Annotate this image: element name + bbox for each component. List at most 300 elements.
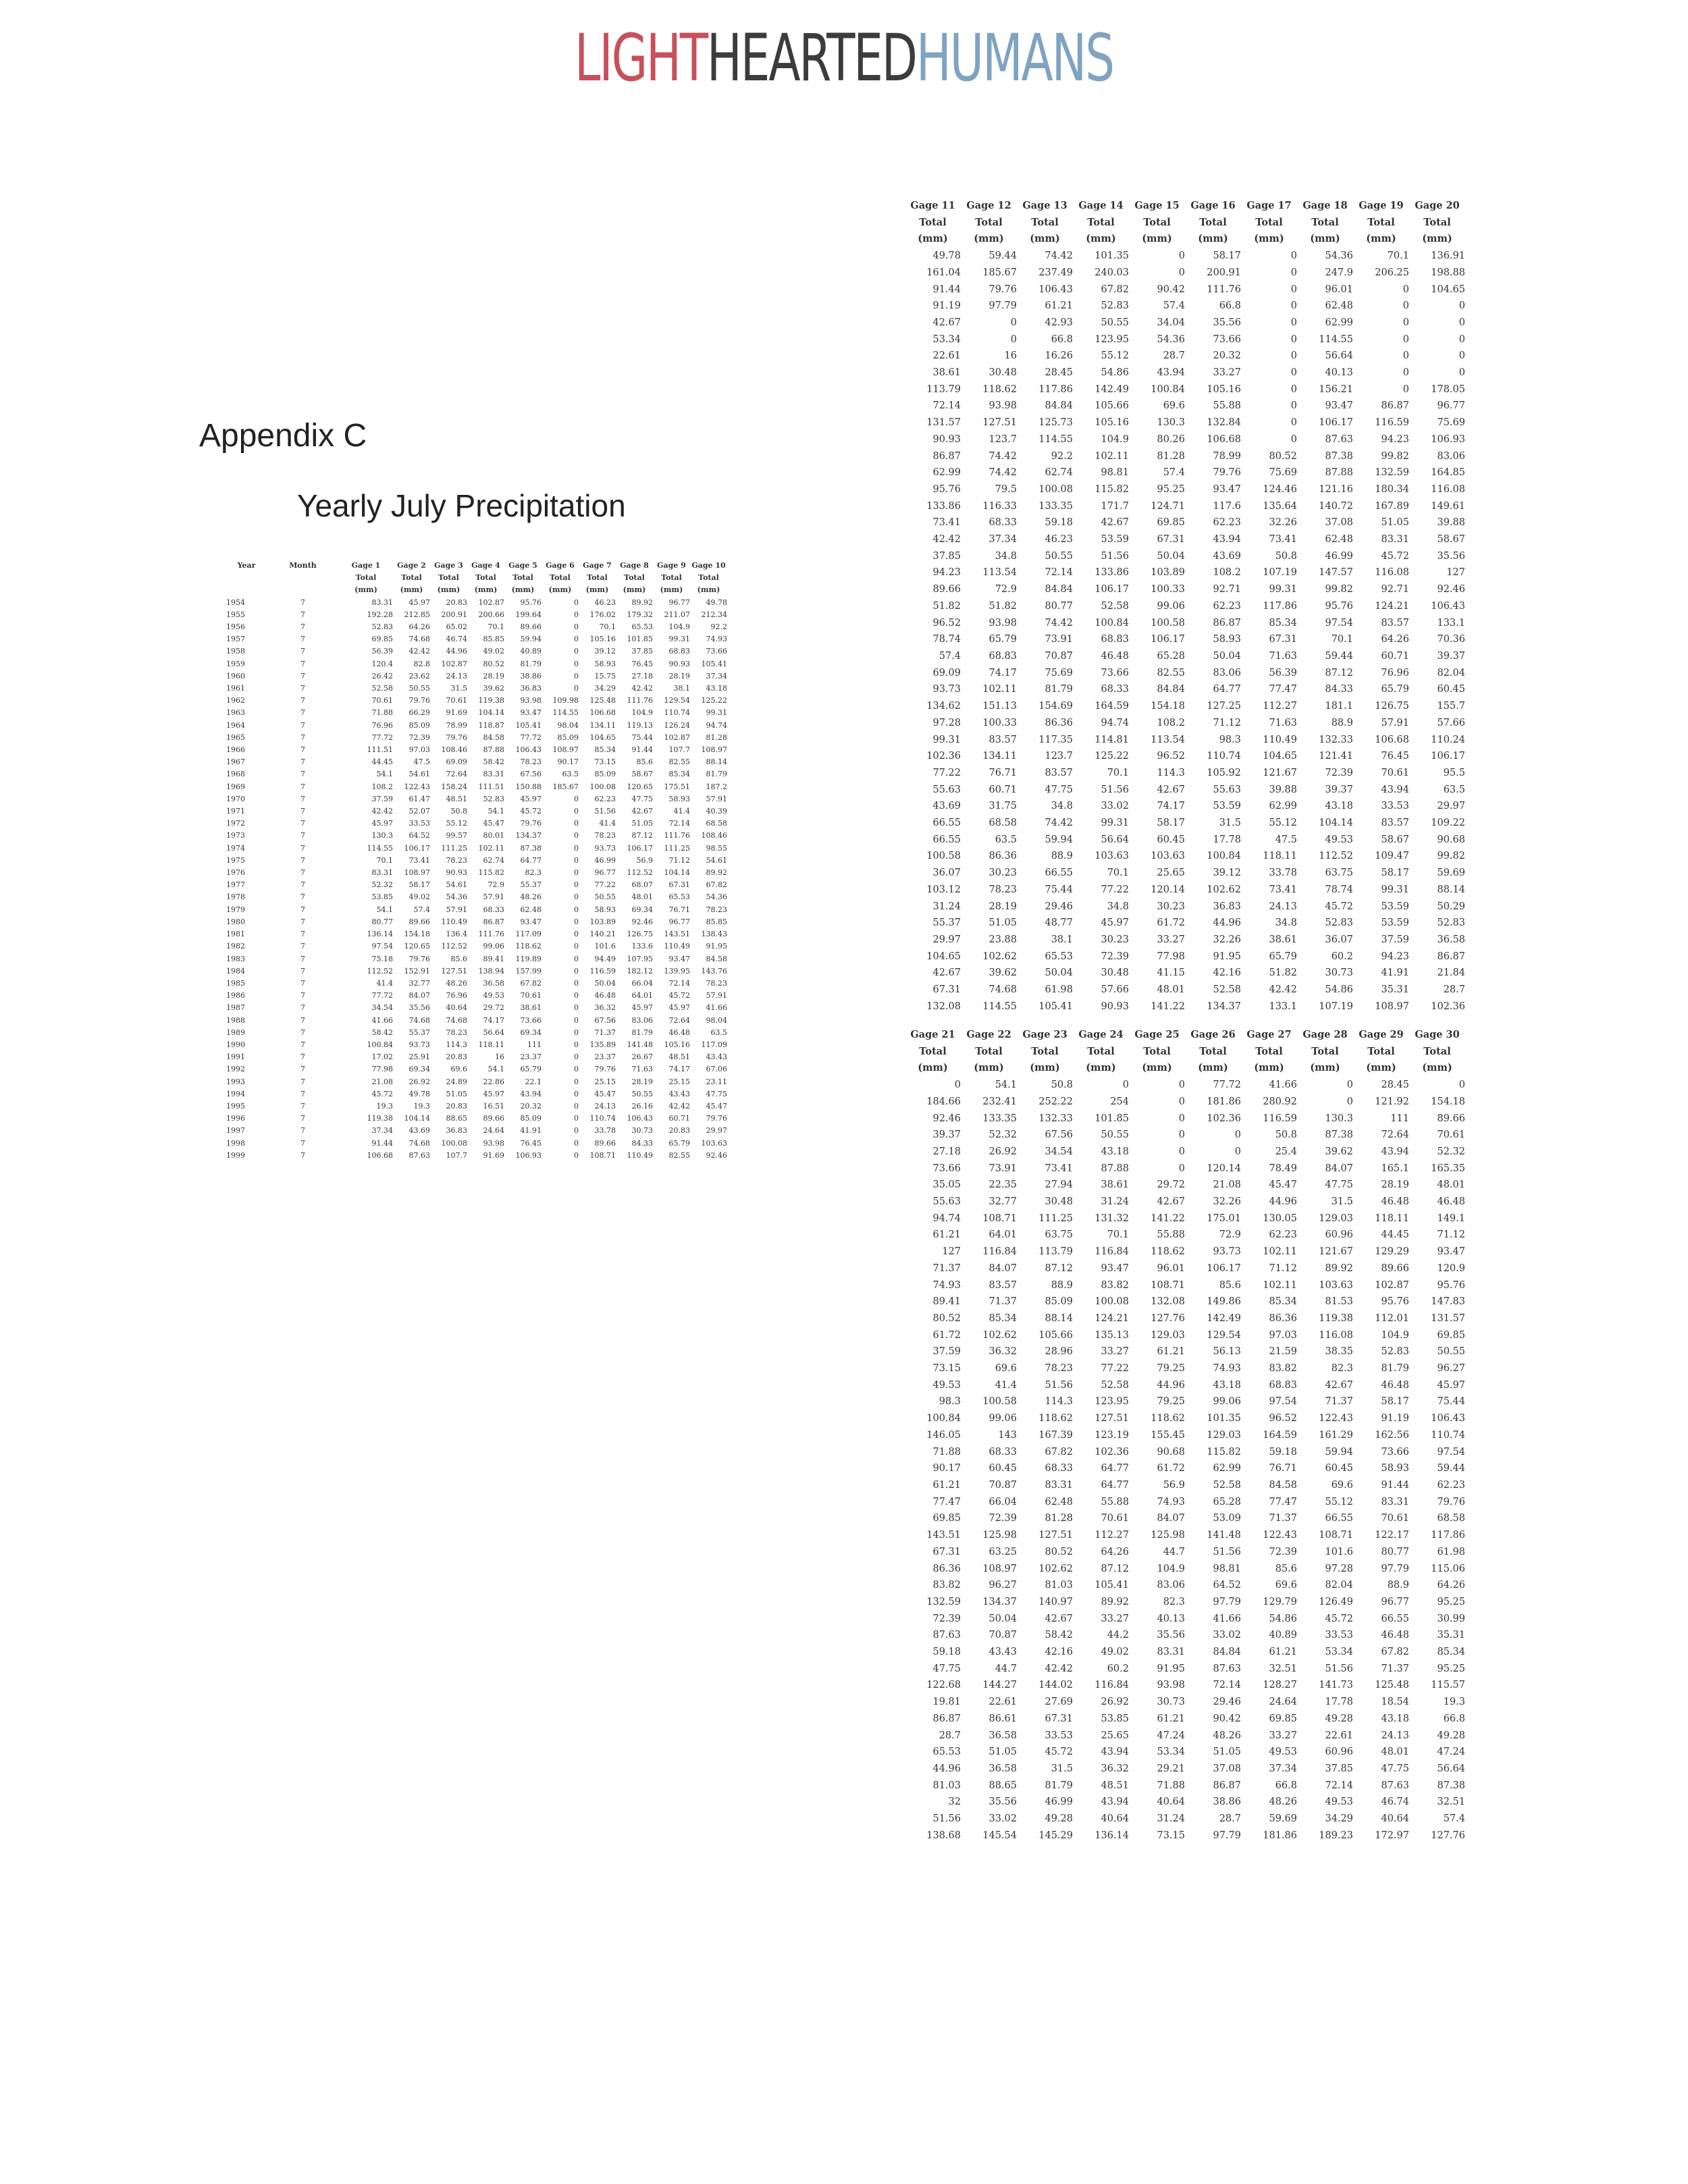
table-cell: 0 bbox=[1178, 1163, 1185, 1174]
table-row bbox=[905, 1327, 1465, 1344]
table-cell: 0 bbox=[1402, 300, 1409, 312]
table-cell: 237.49 bbox=[1038, 267, 1073, 278]
table-cell: 51.05 bbox=[988, 1747, 1017, 1758]
table-cell: 20.83 bbox=[446, 1101, 467, 1111]
table-cell: 121.41 bbox=[1319, 751, 1353, 762]
table-cell: 0 bbox=[574, 1114, 579, 1123]
table-row bbox=[226, 940, 727, 953]
table-cell: 36.58 bbox=[483, 978, 504, 988]
table-row bbox=[226, 658, 727, 670]
table-cell: 1962 bbox=[226, 696, 245, 705]
table-cell: 52.58 bbox=[1213, 984, 1241, 996]
table-cell: 129.03 bbox=[1319, 1213, 1353, 1224]
table-cell: 73.66 bbox=[520, 1015, 542, 1025]
table-cell: 30.48 bbox=[988, 367, 1017, 379]
column-header: Total bbox=[1199, 1045, 1227, 1057]
table-cell: 94.23 bbox=[932, 567, 961, 579]
column-header bbox=[226, 572, 267, 584]
table-row bbox=[226, 1113, 727, 1125]
table-cell: 0 bbox=[1290, 284, 1297, 295]
table-cell: 69.85 bbox=[1437, 1329, 1465, 1341]
table-cell: 62.99 bbox=[1269, 801, 1297, 812]
table-cell: 7 bbox=[300, 1101, 305, 1111]
table-cell: 52.83 bbox=[1325, 917, 1353, 929]
table-cell: 62.48 bbox=[1325, 300, 1353, 312]
table-cell: 41.4 bbox=[599, 819, 616, 828]
table-cell: 50.04 bbox=[1045, 967, 1073, 979]
table-cell: 33.53 bbox=[1045, 1730, 1073, 1741]
table-cell: 24.13 bbox=[1269, 901, 1297, 912]
table-cell: 0 bbox=[1010, 334, 1017, 345]
table-cell: 42.42 bbox=[631, 684, 653, 693]
table-cell: 135.64 bbox=[1263, 500, 1297, 512]
table-cell: 37.59 bbox=[932, 1346, 961, 1358]
table-cell: 42.67 bbox=[1045, 1613, 1073, 1624]
table-cell: 1955 bbox=[226, 610, 245, 619]
table-cell: 91.44 bbox=[371, 1138, 393, 1148]
table-cell: 61.21 bbox=[932, 1229, 961, 1241]
table-row bbox=[226, 978, 727, 990]
table-cell: 104.9 bbox=[631, 708, 653, 718]
table-cell: 67.56 bbox=[594, 1015, 616, 1025]
table-cell: 82.04 bbox=[1437, 667, 1465, 678]
table-cell: 143.51 bbox=[926, 1530, 961, 1541]
table-cell: 68.83 bbox=[1101, 634, 1129, 645]
table-cell: 31.24 bbox=[932, 901, 961, 912]
table-cell: 1982 bbox=[226, 942, 245, 951]
table-cell: 73.66 bbox=[706, 647, 727, 656]
table-cell: 22.61 bbox=[932, 350, 961, 362]
table-cell: 112.52 bbox=[367, 966, 393, 976]
table-cell: 45.72 bbox=[520, 807, 542, 816]
table-row bbox=[905, 1711, 1465, 1728]
table-cell: 60.96 bbox=[1325, 1229, 1353, 1241]
table-cell: 38.61 bbox=[1101, 1179, 1129, 1191]
table-cell: 75.44 bbox=[1437, 1396, 1465, 1408]
table-cell: 141.73 bbox=[1319, 1680, 1353, 1691]
table-cell: 104.14 bbox=[1319, 818, 1353, 829]
table-cell: 81.79 bbox=[1045, 684, 1073, 695]
table-cell: 7 bbox=[300, 647, 305, 656]
table-cell: 60.45 bbox=[988, 1463, 1017, 1474]
table-cell: 29.46 bbox=[1213, 1697, 1241, 1708]
table-row bbox=[905, 398, 1465, 415]
table-cell: 69.6 bbox=[450, 1065, 467, 1074]
table-cell: 70.1 bbox=[487, 622, 504, 632]
column-header: (mm) bbox=[918, 233, 948, 245]
table-cell: 0 bbox=[574, 1003, 579, 1013]
table-cell: 32.77 bbox=[408, 978, 430, 988]
table-cell: 111.76 bbox=[1207, 284, 1241, 295]
table-row bbox=[905, 265, 1465, 282]
table-cell: 51.56 bbox=[1101, 784, 1129, 795]
table-cell: 150.88 bbox=[515, 782, 542, 791]
table-cell: 33.27 bbox=[1213, 367, 1241, 379]
column-header: Gage 23 bbox=[1022, 1029, 1067, 1040]
table-cell: 138.43 bbox=[701, 930, 727, 939]
table-cell: 125.98 bbox=[1151, 1530, 1185, 1541]
table-cell: 70.87 bbox=[988, 1630, 1017, 1641]
table-cell: 42.42 bbox=[1045, 1663, 1073, 1674]
table-cell: 30.23 bbox=[1101, 934, 1129, 945]
table-row bbox=[226, 1100, 727, 1113]
table-cell: 83.31 bbox=[1157, 1647, 1185, 1658]
table-cell: 58.42 bbox=[483, 757, 504, 767]
table-cell: 17.02 bbox=[371, 1053, 393, 1062]
table-row bbox=[905, 715, 1465, 732]
table-cell: 105.16 bbox=[589, 635, 616, 644]
table-cell: 45.47 bbox=[483, 819, 504, 828]
table-row bbox=[905, 1811, 1465, 1828]
table-cell: 111 bbox=[1390, 1113, 1409, 1124]
table-cell: 61.72 bbox=[1157, 917, 1185, 929]
table-row bbox=[226, 645, 727, 658]
table-cell: 34.8 bbox=[1051, 801, 1073, 812]
table-cell: 67.56 bbox=[520, 770, 542, 779]
table-cell: 165.1 bbox=[1381, 1163, 1409, 1174]
table-row bbox=[905, 815, 1465, 832]
table-cell: 106.17 bbox=[1151, 634, 1185, 645]
table-cell: 43.18 bbox=[1213, 1379, 1241, 1391]
column-header: Gage 6 bbox=[546, 561, 575, 570]
table-row bbox=[226, 1063, 727, 1075]
table-cell: 37.85 bbox=[932, 550, 961, 562]
table-cell: 19.81 bbox=[932, 1697, 961, 1708]
table-cell: 81.28 bbox=[1045, 1513, 1073, 1524]
table-row bbox=[905, 1527, 1465, 1544]
table-cell: 66.8 bbox=[1219, 300, 1241, 312]
table-cell: 40.13 bbox=[1325, 367, 1353, 379]
table-row bbox=[905, 298, 1465, 315]
table-cell: 22.86 bbox=[483, 1077, 504, 1086]
table-cell: 120.65 bbox=[404, 942, 430, 951]
table-cell: 154.69 bbox=[1038, 701, 1073, 712]
table-row bbox=[905, 431, 1465, 448]
table-cell: 212.34 bbox=[701, 610, 727, 619]
table-cell: 0 bbox=[1402, 367, 1409, 379]
table-cell: 90.93 bbox=[446, 868, 467, 878]
table-cell: 7 bbox=[300, 1089, 305, 1098]
table-cell: 53.09 bbox=[1213, 1513, 1241, 1524]
table-cell: 95.76 bbox=[932, 483, 961, 495]
table-cell: 76.96 bbox=[446, 991, 467, 1001]
table-cell: 72.14 bbox=[1325, 1780, 1353, 1791]
table-cell: 77.22 bbox=[1101, 1363, 1129, 1375]
table-cell: 73.66 bbox=[1213, 334, 1241, 345]
table-cell: 0 bbox=[574, 807, 579, 816]
table-cell: 64.26 bbox=[408, 622, 430, 632]
table-cell: 53.59 bbox=[1381, 917, 1409, 929]
table-cell: 181.86 bbox=[1207, 1096, 1241, 1107]
table-cell: 59.69 bbox=[1269, 1813, 1297, 1825]
column-header: Gage 2 bbox=[397, 561, 426, 570]
table-cell: 43.94 bbox=[1381, 1146, 1409, 1157]
table-cell: 113.79 bbox=[926, 383, 961, 395]
table-cell: 114.55 bbox=[1319, 334, 1353, 345]
table-cell: 127.51 bbox=[982, 417, 1017, 429]
table-cell: 109.98 bbox=[552, 696, 579, 705]
table-cell: 106.17 bbox=[627, 843, 653, 853]
table-cell: 24.89 bbox=[446, 1077, 467, 1086]
table-cell: 35.05 bbox=[932, 1179, 961, 1191]
table-cell: 141.22 bbox=[1151, 1001, 1185, 1012]
table-cell: 49.53 bbox=[1325, 834, 1353, 845]
column-header: (mm) bbox=[1030, 1062, 1060, 1074]
table-cell: 48.51 bbox=[1101, 1780, 1129, 1791]
table-cell: 0 bbox=[574, 1138, 579, 1148]
column-header: (mm) bbox=[697, 585, 720, 595]
table-cell: 161.29 bbox=[1319, 1429, 1353, 1441]
column-header: Total bbox=[661, 573, 682, 583]
table-cell: 51.56 bbox=[1325, 1663, 1353, 1674]
column-header: Gage 9 bbox=[657, 561, 686, 570]
table-cell: 176.02 bbox=[589, 610, 616, 619]
table-cell: 58.17 bbox=[1213, 250, 1241, 262]
table-row bbox=[226, 843, 727, 855]
table-row bbox=[226, 1150, 727, 1162]
table-cell: 7 bbox=[300, 1015, 305, 1025]
table-cell: 43.94 bbox=[1101, 1747, 1129, 1758]
column-header: Gage 8 bbox=[620, 561, 649, 570]
table-cell: 7 bbox=[300, 733, 305, 742]
table-row bbox=[905, 1111, 1465, 1127]
table-cell: 0 bbox=[1290, 300, 1297, 312]
table-cell: 49.78 bbox=[706, 597, 727, 607]
table-cell: 38.61 bbox=[1269, 934, 1297, 945]
table-cell: 44.96 bbox=[1213, 917, 1241, 929]
table-cell: 85.34 bbox=[1269, 1296, 1297, 1308]
table-cell: 90.17 bbox=[932, 1463, 961, 1474]
table-row bbox=[905, 365, 1465, 381]
table-cell: 77.98 bbox=[371, 1065, 393, 1074]
table-cell: 1981 bbox=[226, 930, 245, 939]
table-cell: 85.09 bbox=[1045, 1296, 1073, 1308]
table-cell: 106.17 bbox=[1319, 417, 1353, 429]
table-cell: 43.94 bbox=[520, 1089, 542, 1098]
table-cell: 72.39 bbox=[1325, 767, 1353, 778]
table-cell: 78.99 bbox=[446, 720, 467, 730]
table-cell: 0 bbox=[1402, 317, 1409, 328]
table-cell: 62.99 bbox=[1213, 1463, 1241, 1474]
header-row bbox=[905, 198, 1465, 215]
table-cell: 28.7 bbox=[1163, 350, 1185, 362]
table-cell: 112.27 bbox=[1263, 701, 1297, 712]
table-cell: 130.3 bbox=[371, 831, 393, 841]
table-row bbox=[226, 670, 727, 683]
column-header: (mm) bbox=[1086, 233, 1116, 245]
table-cell: 149.86 bbox=[1207, 1296, 1241, 1308]
table-cell: 106.17 bbox=[1431, 751, 1465, 762]
table-row bbox=[905, 1377, 1465, 1394]
table-cell: 129.03 bbox=[1151, 1329, 1185, 1341]
table-row bbox=[226, 744, 727, 756]
column-header: Total bbox=[1423, 216, 1451, 228]
table-cell: 39.88 bbox=[1437, 517, 1465, 529]
table-cell: 120.14 bbox=[1151, 884, 1185, 895]
table-cell: 94.74 bbox=[706, 720, 727, 730]
table-cell: 85.09 bbox=[557, 733, 579, 742]
table-cell: 97.03 bbox=[408, 745, 430, 755]
table-cell: 65.79 bbox=[520, 1065, 542, 1074]
table-cell: 84.58 bbox=[483, 733, 504, 742]
table-cell: 127 bbox=[1446, 567, 1465, 579]
table-cell: 37.08 bbox=[1325, 517, 1353, 529]
table-cell: 66.55 bbox=[932, 834, 961, 845]
table-cell: 51.82 bbox=[988, 600, 1017, 612]
table-cell: 37.34 bbox=[706, 671, 727, 681]
table-cell: 0 bbox=[1458, 300, 1465, 312]
table-row bbox=[905, 1444, 1465, 1461]
table-cell: 56.64 bbox=[483, 1028, 504, 1037]
table-cell: 141.48 bbox=[1207, 1530, 1241, 1541]
column-header: Gage 18 bbox=[1302, 200, 1348, 211]
table-row bbox=[905, 1494, 1465, 1511]
table-row bbox=[226, 1039, 727, 1051]
table-cell: 106.17 bbox=[1094, 584, 1129, 595]
table-cell: 85.09 bbox=[520, 1114, 542, 1123]
column-header bbox=[267, 584, 339, 596]
table-cell: 0 bbox=[1234, 1146, 1241, 1157]
table-cell: 74.93 bbox=[706, 635, 727, 644]
table-cell: 1967 bbox=[226, 757, 245, 767]
table-cell: 0 bbox=[1290, 350, 1297, 362]
table-cell: 73.91 bbox=[1045, 634, 1073, 645]
table-cell: 39.88 bbox=[1269, 784, 1297, 795]
table-cell: 73.91 bbox=[988, 1163, 1017, 1174]
table-cell: 60.71 bbox=[668, 1114, 690, 1123]
table-cell: 50.04 bbox=[1213, 650, 1241, 662]
column-header: Total bbox=[1143, 216, 1171, 228]
table-cell: 52.58 bbox=[1101, 600, 1129, 612]
column-header: (mm) bbox=[400, 585, 423, 595]
table-cell: 119.89 bbox=[515, 954, 542, 963]
table-cell: 41.4 bbox=[995, 1379, 1017, 1391]
table-cell: 22.61 bbox=[1325, 1730, 1353, 1741]
header-row bbox=[905, 215, 1465, 232]
table-cell: 86.87 bbox=[1213, 1780, 1241, 1791]
table-row bbox=[905, 698, 1465, 715]
table-cell: 72.14 bbox=[1213, 1680, 1241, 1691]
header-row bbox=[905, 1027, 1465, 1044]
table-cell: 7 bbox=[300, 819, 305, 828]
table-cell: 111.76 bbox=[627, 696, 653, 705]
table-cell: 1959 bbox=[226, 659, 245, 668]
table-cell: 106.43 bbox=[1431, 1413, 1465, 1424]
table-cell: 96.01 bbox=[1157, 1262, 1185, 1274]
column-header: Gage 27 bbox=[1246, 1029, 1292, 1040]
table-cell: 114.55 bbox=[367, 843, 393, 853]
table-row bbox=[905, 1227, 1465, 1244]
table-cell: 38.35 bbox=[1325, 1346, 1353, 1358]
table-cell: 100.33 bbox=[1151, 584, 1185, 595]
table-cell: 0 bbox=[1290, 250, 1297, 262]
column-header: (mm) bbox=[354, 585, 377, 595]
column-header: (mm) bbox=[1198, 1062, 1228, 1074]
table-row bbox=[226, 916, 727, 928]
table-cell: 83.82 bbox=[932, 1580, 961, 1591]
table-cell: 49.53 bbox=[483, 991, 504, 1001]
table-cell: 79.76 bbox=[594, 1065, 616, 1074]
table-cell: 130.05 bbox=[1263, 1213, 1297, 1224]
table-cell: 129.29 bbox=[1375, 1246, 1409, 1258]
table-cell: 0 bbox=[574, 1101, 579, 1111]
table-cell: 142.49 bbox=[1094, 383, 1129, 395]
table-cell: 114.3 bbox=[1045, 1396, 1073, 1408]
table-cell: 118.11 bbox=[1263, 851, 1297, 862]
table-cell: 46.48 bbox=[1381, 1379, 1409, 1391]
table-cell: 7 bbox=[300, 671, 305, 681]
table-row bbox=[905, 1393, 1465, 1410]
table-cell: 35.56 bbox=[408, 1003, 430, 1013]
table-cell: 91.19 bbox=[1381, 1413, 1409, 1424]
table-cell: 61.21 bbox=[1157, 1713, 1185, 1724]
table-cell: 52.83 bbox=[1437, 917, 1465, 929]
table-cell: 32.26 bbox=[1269, 517, 1297, 529]
table-cell: 0 bbox=[574, 684, 579, 693]
table-cell: 83.31 bbox=[483, 770, 504, 779]
table-cell: 98.04 bbox=[557, 720, 579, 730]
table-cell: 52.32 bbox=[371, 880, 393, 890]
table-cell: 95.76 bbox=[1325, 600, 1353, 612]
column-header: (mm) bbox=[1254, 233, 1284, 245]
table-cell: 107.7 bbox=[446, 1150, 467, 1160]
table-cell: 132.08 bbox=[1151, 1296, 1185, 1308]
table-cell: 49.53 bbox=[1325, 1796, 1353, 1808]
column-header: Total bbox=[1199, 216, 1227, 228]
table-cell: 92.46 bbox=[631, 917, 653, 926]
table-cell: 43.18 bbox=[1101, 1146, 1129, 1157]
table-cell: 97.79 bbox=[1213, 1596, 1241, 1607]
table-cell: 47.75 bbox=[1325, 1179, 1353, 1191]
table-cell: 36.83 bbox=[1213, 901, 1241, 912]
table-cell: 59.44 bbox=[1325, 650, 1353, 662]
table-cell: 110.49 bbox=[664, 942, 690, 951]
table-cell: 7 bbox=[300, 794, 305, 803]
table-cell: 91.95 bbox=[706, 942, 727, 951]
column-header: (mm) bbox=[623, 585, 646, 595]
table-cell: 240.03 bbox=[1094, 267, 1129, 278]
table-cell: 102.36 bbox=[926, 751, 961, 762]
table-cell: 27.94 bbox=[1045, 1179, 1073, 1191]
table-cell: 128.27 bbox=[1263, 1680, 1297, 1691]
table-cell: 88.14 bbox=[706, 757, 727, 767]
table-cell: 37.34 bbox=[1269, 1763, 1297, 1774]
table-cell: 44.45 bbox=[371, 757, 393, 767]
table-row bbox=[905, 899, 1465, 915]
table-cell: 0 bbox=[1458, 317, 1465, 328]
table-row bbox=[226, 720, 727, 732]
table-cell: 34.29 bbox=[594, 684, 616, 693]
table-cell: 155.7 bbox=[1437, 701, 1465, 712]
table-cell: 82.55 bbox=[668, 757, 690, 767]
table-cell: 41.4 bbox=[376, 978, 393, 988]
table-cell: 17.78 bbox=[1325, 1697, 1353, 1708]
table-cell: 84.07 bbox=[988, 1262, 1017, 1274]
table-cell: 99.06 bbox=[988, 1413, 1017, 1424]
table-row bbox=[905, 415, 1465, 431]
table-row bbox=[905, 448, 1465, 465]
table-cell: 96.01 bbox=[1325, 284, 1353, 295]
table-cell: 56.9 bbox=[1163, 1479, 1185, 1491]
table-cell: 0 bbox=[1290, 433, 1297, 445]
table-cell: 55.12 bbox=[1101, 350, 1129, 362]
table-cell: 1996 bbox=[226, 1114, 245, 1123]
table-cell: 102.62 bbox=[1038, 1563, 1073, 1574]
table-cell: 133.1 bbox=[1269, 1001, 1297, 1012]
column-header: (mm) bbox=[1422, 233, 1452, 245]
table-cell: 121.67 bbox=[1263, 767, 1297, 778]
table-cell: 55.37 bbox=[520, 880, 542, 890]
